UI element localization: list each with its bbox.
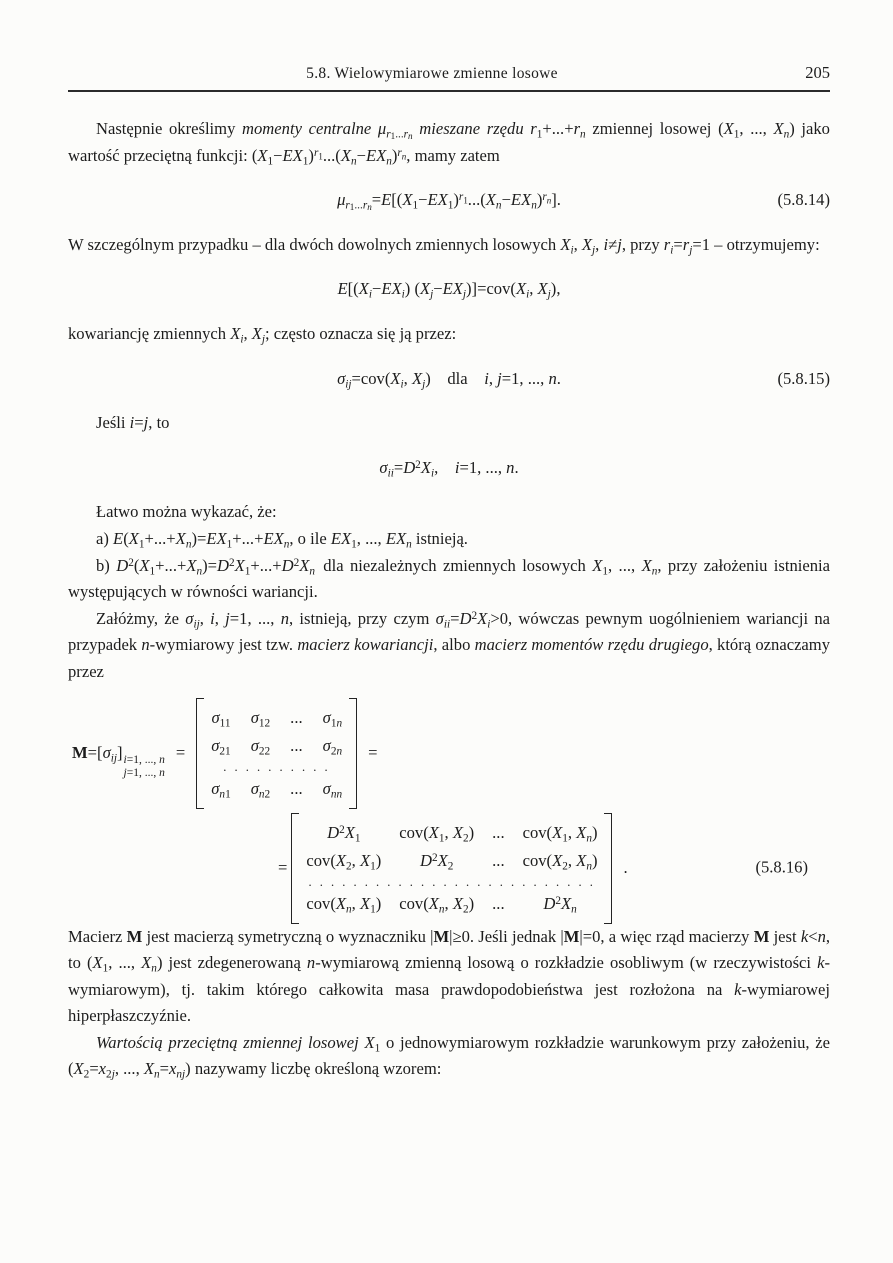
text-run: n [406,538,412,551]
text-run: r [362,199,368,212]
text-run: σ [322,735,331,755]
matrix-cell: ... [492,893,505,913]
text-run: n [546,195,552,206]
text-run: n [495,199,502,212]
text-run: X [581,234,593,254]
text-run: i [484,368,489,388]
text-run: j [123,767,127,779]
text-run: X [428,822,439,842]
text-run: X [437,850,448,870]
text-run: σ [337,368,346,388]
matrix-cell: ... [290,735,303,755]
text-run: EX [206,528,227,548]
paragraph-wartoscia-przecietna: Wartością przeciętną zmiennej losowej $X_1$ o jednowymiarowym rozkładzie warunkowym przy założeniu, że ($X_2=x_{2j}$, ..., $X_n=x_{nj}$) nazywamy liczbę określoną wzorem: [68,1032,830,1081]
paragraph-latwo: Łatwo można wykazać, że: [96,502,277,522]
matrix-cell [249,704,272,732]
text-run: EX [282,145,303,165]
text-run: E [337,279,348,299]
text-run: 2 [562,859,568,872]
text-run: X [485,190,496,210]
text-run: n [438,902,445,915]
matrix-suffix: . [623,857,628,877]
text-run: 1 [733,128,740,141]
text-run: n [386,154,392,167]
index-range [124,754,165,780]
text-run: X [452,822,463,842]
matrix-cell: $cov(X_2$, $X_1$) [306,850,382,872]
text-run: 2 [264,787,271,800]
text-run: 1 [354,831,361,844]
text-run: i [401,288,405,301]
matrix-cell [321,704,344,732]
text-run: n [571,902,577,915]
text-run: 2 [447,859,454,872]
text-run: r [403,128,409,141]
text-run: n [580,128,586,141]
text-run: n [154,1068,160,1081]
paragraph-szczegolny-przypadek: W szczególnym przypadku – dla dwóch dowolnych zmiennych losowych $X_i$, $X_j$, i≠j, przy $r_i=r_j=1$ – otrzymujemy: [68,234,820,257]
text-run: x [169,1059,177,1079]
text-run: M [126,926,143,946]
text-run: X [73,1059,84,1079]
formula: $\mu_{r1...rn}=E[(X_1-EX_1)^r1...(X_n-EX_n)^rn]$. [337,190,561,213]
header-rule [68,90,830,92]
equation-5-8-15 [68,366,830,393]
text-run: k [734,979,742,999]
equation-number: (5.8.14) [777,190,830,210]
text-run: i [123,754,127,766]
text-run: X [92,953,103,973]
matrix-cell [209,704,232,732]
paragraph-item-b: b) $D^2(X_1+...+X_n)=D^2X_1+...+D^2X_n$ dla niezależnych zmiennych losowych $X_1$, ..., $X_n$, przy założeniu istnienia występujących w równości wariancji. [68,555,830,602]
text-run: 2 [339,823,345,836]
text-run: i [670,244,674,257]
text-run: n [350,154,357,167]
text-run: i [210,608,215,628]
text-run: 1 [225,787,231,800]
text-run: 1 [412,199,419,212]
text-run: X [411,368,423,388]
text-run: 1 [374,1042,381,1055]
text-run: X [335,850,346,870]
text-run: X [452,893,463,913]
text-run: μ [337,190,346,210]
text-run: macierz momentów rzędu drugiego [474,635,709,655]
text-run: Wartością przeciętną zmiennej losowej [96,1032,365,1052]
text-run: n [280,608,289,628]
matrix-cell: $cov(X_n$, $X_1$) [306,893,382,915]
text-run: i [454,457,460,477]
text-run: n [408,131,413,142]
matrix-cell: ... [492,822,505,842]
matrix-body [196,698,357,809]
text-run: n [651,564,658,577]
text-run: n [336,744,343,757]
text-run: 1 [390,131,396,142]
text-run: 1 [138,538,145,551]
text-run: EX [263,528,284,548]
text-run: D [217,555,229,575]
text-run: k [817,953,825,973]
text-run: EX [442,279,463,299]
text-run: ij [110,752,118,765]
text-run: X [175,528,186,548]
text-run: X [552,850,563,870]
text-run: n [336,716,343,729]
text-run: X [234,555,245,575]
text-run: mieszane rzędu [419,119,531,138]
text-run: D [281,555,294,575]
page-number: 205 [805,63,830,82]
text-run: n [401,150,407,161]
text-run: n [185,538,192,551]
text-run: 1 [102,962,109,975]
page-header [68,64,830,82]
text-run: ii [387,467,394,480]
text-run: i [240,333,244,346]
formula: $\sigma_{ii}=D^2X_i$, i=1, ..., n. [379,457,519,480]
text-run: X [359,893,371,913]
text-run: n [159,754,165,766]
text-run: ij [193,618,200,631]
text-run: EX [385,528,407,548]
text-run: X [552,822,563,842]
text-run: X [420,457,431,477]
text-run: 1 [149,564,156,577]
text-run: n [506,457,515,477]
text-run: ... [395,128,404,141]
text-run: 2 [462,831,469,844]
text-run: j [225,608,230,628]
text-run: 1 [438,831,445,844]
text-run: EX [427,190,448,210]
text-run: n [219,787,226,800]
text-run: X [515,279,527,299]
text-run: i [129,413,135,433]
matrix-cell: $cov(X_1$, $X_n$) [522,822,598,844]
text-run: D [116,555,129,575]
text-run: σ [322,707,331,727]
text-run: macierz kowariancji [297,635,434,655]
matrix-dots: . . . . . . . . . . [223,759,331,774]
equation-number: (5.8.15) [777,368,830,388]
text-run: i [400,377,404,390]
text-run: X [335,893,346,913]
text-run: 1 [447,199,454,212]
text-run: r [313,146,319,159]
text-run: σ [185,608,194,628]
text-run: 1 [302,154,309,167]
text-run: n [367,202,372,213]
text-run: nn [330,787,343,800]
index-range-line: j=1, ..., n [123,767,165,779]
text-run: i [603,234,609,254]
text-run: i [368,288,372,301]
text-run: 2 [330,744,337,757]
index-range-line: i=1, ..., n [123,754,165,766]
matrix-body [291,813,612,924]
matrix-cell [321,775,344,803]
text-run: σ [379,457,388,477]
text-run: X [560,234,571,254]
text-run: X [641,555,652,575]
text-run: n [141,635,150,655]
text-run: X [257,145,268,165]
text-run: X [340,145,351,165]
text-run: 1 [330,716,337,729]
text-run: r [458,191,464,204]
text-run: D [419,850,432,870]
text-run: M [753,926,770,946]
text-run: n [159,767,165,779]
text-run: n [283,538,290,551]
text-run: j [497,368,502,388]
text-run: EX [510,190,532,210]
text-run: 2 [415,458,421,471]
text-run: σ [435,608,444,628]
text-run: j [547,288,551,301]
text-run: E [113,528,124,548]
text-run: 2 [462,902,469,915]
text-run: n [306,953,316,973]
text-run: X [230,323,241,343]
matrix-cell [521,890,600,918]
equation-5-8-14 [68,187,830,214]
text-run: r [682,234,690,254]
text-run: 21 [219,744,231,757]
text-run: 1 [536,128,543,141]
text-run: σ [211,735,220,755]
text-run: X [364,1032,375,1052]
text-run: j [261,333,266,346]
text-run: X [186,555,197,575]
text-run: r [542,191,547,204]
covariance-matrix-sigma [72,698,830,809]
text-run: μ [377,119,387,138]
text-run: n [548,368,557,388]
text-run: 2 [106,1068,112,1081]
text-run: ... [354,199,363,212]
text-run: 2 [555,894,561,907]
text-run: j [462,288,467,301]
text-run: r [397,146,402,159]
text-run: n [586,859,592,872]
text-run: momenty centralne [242,119,378,138]
text-run: 2 [128,556,134,569]
matrix-dots: . . . . . . . . . . . . . . . . . . . . . . . . . . [308,874,596,889]
text-run: n [586,831,592,844]
text-run: n [258,787,265,800]
paragraph-jesli: Jeśli i=j, to [96,413,170,433]
text-run: X [141,953,152,973]
paragraph-zalozmy: Załóżmy, że $\sigma_{ij}$, i, j=1, ..., n, istnieją, przy czym $\sigma_{ii}=D^2X_i>0$, wówczas pewnym uogólnieniem wariancji na przypadek n-wymiarowy jest tzw. macierz kowariancji, albo macierz momentów rzędu drugiego, którą oznaczamy przez [68,608,831,681]
text-run: X [359,850,371,870]
text-run: r [573,119,581,138]
text-run: n [531,199,537,212]
text-run: j [430,288,434,301]
text-run: 1 [349,202,355,213]
text-run: σ [250,778,259,798]
matrix-cell: ... [290,707,303,727]
text-run: n [309,564,315,577]
text-run: X [344,822,355,842]
matrix-cell [209,775,232,803]
text-run: D [543,893,556,913]
text-run: 2 [229,556,235,569]
text-run: 1 [318,150,323,161]
text-run: X [576,850,587,870]
text-run: 1 [562,831,568,844]
text-run: X [358,279,369,299]
text-run: D [459,608,472,628]
text-run: X [723,119,734,138]
paragraph-item-a: a) $E(X_1+...+X_n)=EX_1+...+EX_n$, o ile $EX_1$, ..., $EX_n$ istnieją. [96,528,468,551]
text-run: 1 [267,154,274,167]
text-run: M [433,926,450,946]
text-run: 2 [346,859,352,872]
text-run: X [477,608,488,628]
text-run: 11 [219,716,231,729]
matrix-prefix: $M=[\sigma_{ij}]$ [72,742,123,765]
matrix-cell: $cov(X_1$, $X_2$) [399,822,475,844]
text-run: 12 [258,716,271,729]
text-run: X [390,368,401,388]
text-run: 2 [83,1068,90,1081]
covariance-matrix-expanded [278,813,830,924]
text-run: n [196,564,203,577]
text-run: n [783,128,790,141]
paragraph-macierz-m: Macierz M jest macierzą symetryczną o wyznaczniku |M|≥0. Jeśli jednak |M|=0, a więc rząd macierzy M jest k<n, to ($X_1$, ..., $X_n$) jest zdegenerowaną n-wymiarową zmienną losową o rozkładzie osobliwym (w rzeczywistości k-wymiarowym), tj. takim którego całkowita masa prawdopodobieństwa jest rozłożona na k-wymiarowej hiperpłaszczyźnie. [68,926,831,1026]
text-run: 1 [226,538,233,551]
text-run: X [128,528,139,548]
text-run: X [402,190,413,210]
matrix-cell [397,847,476,875]
matrix-cell: $cov(X_n$, $X_2$) [399,893,475,915]
matrix-cell: ... [290,778,303,798]
matrix-cell [321,732,344,760]
text-run: EX [330,528,352,548]
equals-sign: = [175,742,186,762]
matrix-cell: ... [492,850,505,870]
text-run: E [381,190,392,210]
matrix-prefix: = [278,857,288,877]
text-run: X [143,1059,155,1079]
text-run: j [143,413,149,433]
text-run: k [800,926,809,946]
text-run: j [689,244,693,257]
text-run: M [72,742,88,762]
text-run: σ [250,735,259,755]
paragraph-momenty-centralne: Następnie określimy momenty centralne $\mu_{r1...rn}$ mieszane rzędu $r_1+...+r_n$ zmiennej losowej ($X_1$, ..., $X_n$) jako wartość przeciętną funkcji: $(X_1-EX_1)^r1...(X_n-EX_n)^rn$, mamy zatem [68,119,830,167]
text-run: D [403,457,416,477]
text-run: ij [345,377,352,390]
text-run: x [98,1059,107,1079]
text-run: i [430,467,435,480]
text-run: X [299,555,310,575]
text-run: X [560,893,572,913]
text-run: r [345,199,350,212]
matrix-cell: $cov(X_2$, $X_n$) [522,850,598,872]
text-run: σ [322,778,331,798]
text-run: n [151,962,157,975]
matrix-cell [209,732,232,760]
text-run: j [111,1068,115,1081]
page-content [68,116,830,1083]
text-run: X [576,822,587,842]
formula: $\sigma_{ij}=cov(X_i$, $X_j$) dla i, j=1, ..., n. [337,368,561,390]
text-run: ii [443,618,451,631]
text-run: σ [250,707,259,727]
text-run: 2 [431,851,438,864]
text-run: D [327,822,340,842]
text-run: X [419,279,431,299]
text-run: EX [365,145,387,165]
paragraph-kowariancje: kowariancję zmiennych $X_i$, $X_j$; często oznacza się ją przez: [68,323,457,346]
text-run: X [139,555,150,575]
text-run: j [617,234,622,254]
text-run: i [570,244,574,257]
text-run: X [428,893,439,913]
text-run: X [592,555,603,575]
text-run: i [526,288,530,301]
formula: $E[(X_i-EX_i)$ $(X_j-EX_j)]=cov(X_i$, $X_j$), [337,279,561,301]
equation-covariance-definition [68,276,830,303]
text-run: σ [102,742,111,762]
text-run: i [487,618,491,631]
matrix-cell [304,819,383,847]
text-run: 1 [351,538,357,551]
matrix-suffix: = [368,742,378,762]
text-run: 2 [471,609,478,622]
text-run: X [773,119,784,138]
matrix-cell [249,775,272,803]
matrix-cell [249,732,272,760]
text-run: j [422,377,426,390]
text-run: n [346,902,352,915]
text-run: EX [381,279,402,299]
text-run: M [563,926,580,946]
text-run: 1 [602,564,608,577]
text-run: X [251,323,262,343]
text-run: r [386,128,391,141]
equation-variance [68,455,830,482]
text-run: 1 [463,195,468,206]
text-run: σ [211,778,220,798]
text-run: 1 [370,902,376,915]
text-run: 2 [293,556,300,569]
text-run: j [592,244,596,257]
text-run: r [530,119,537,138]
text-run: X [537,279,548,299]
text-run: σ [211,707,220,727]
text-run: 22 [258,744,271,757]
text-run: r [663,234,671,254]
text-run: n [817,926,826,946]
text-run: nj [176,1068,186,1081]
text-run: 1 [370,859,376,872]
text-run: 1 [244,564,251,577]
section-header: 5.8. Wielowymiarowe zmienne losowe [306,65,558,82]
equation-number: (5.8.16) [755,857,808,877]
